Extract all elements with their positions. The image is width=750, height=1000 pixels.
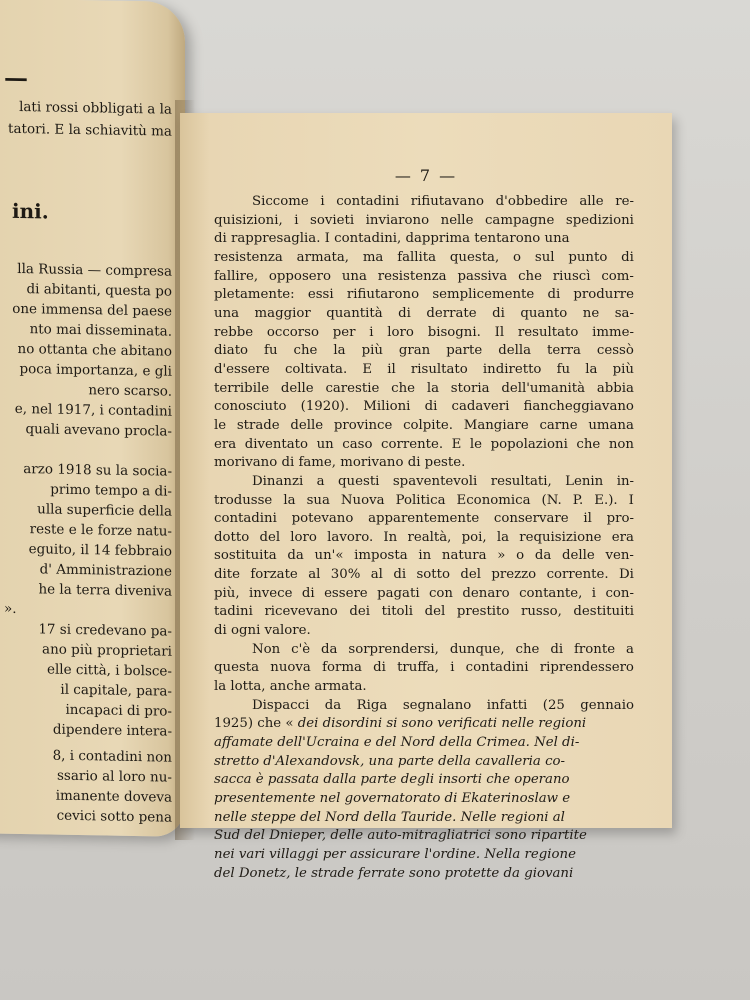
text-line [214, 771, 634, 790]
text-line [214, 790, 634, 809]
text-line [214, 753, 634, 772]
left-page-line: incapaci di pro- [65, 701, 172, 720]
left-page-line: poca importanza, e gli [19, 360, 172, 380]
text-line [214, 715, 634, 734]
italic-segment: presentemente nel governatorato di Ekaterinoslaw e [214, 791, 571, 806]
text-line: diato fu che la più gran parte della terra cessò [214, 343, 634, 359]
left-page-line: 8, i contadini non [52, 747, 172, 766]
left-page-line: nero scarso. [88, 382, 172, 400]
italic-segment: Sud del Dnieper, delle auto-mitragliatrici sono ripartite [214, 828, 587, 844]
left-page-line: ». [4, 600, 17, 617]
text-line: d'essere coltivata. E il risultato indiretto fu la più [214, 361, 634, 377]
text-line: Dinanzi a questi spaventevoli resultati, Lenin in- [252, 473, 634, 489]
text-line: questa nuova forma di truffa, i contadini riprendessero [214, 660, 634, 676]
text-line: resistenza armata, ma fallita questa, o sul punto di [214, 249, 634, 265]
left-page-line: quali avevano procla- [25, 421, 172, 440]
line-text: la lotta, anche armata. [214, 679, 367, 695]
left-page-line: ulla superficie della [37, 501, 172, 520]
text-line: conosciuto (1920). Milioni di cadaveri fiancheggiavano [214, 399, 634, 415]
left-page-line: dipendere intera- [52, 721, 172, 740]
left-page-line: one immensa del paese [12, 300, 172, 320]
italic-segment: nelle steppe del Nord della Tauride. Nelle regioni al [214, 809, 565, 825]
text-line [214, 734, 634, 753]
text-line: una maggior quantità di derrate di quanto ne sa- [214, 305, 634, 321]
left-page-line: imanente doveva [55, 787, 172, 806]
italic-segment: sacca è passata dalla parte degli insorti che operano [214, 772, 570, 788]
italic-segment: del Donetz, le strade ferrate sono protette da giovani [214, 865, 574, 881]
text-line: Dispacci da Riga segnalano infatti (25 gennaio [252, 697, 634, 713]
text-line: sostituita da un'« imposta in natura » o da delle ven- [214, 548, 634, 564]
line-text: di ogni valore. [214, 623, 311, 639]
left-page-line: no ottanta che abitano [17, 340, 172, 360]
text-line: terribile delle carestie che la storia dell'umanità abbia [214, 380, 634, 396]
text-line: fallire, opposero una resistenza passiva che riuscì com- [214, 268, 634, 284]
left-page-line: primo tempo a di- [50, 481, 172, 500]
left-page-line: ano più proprietari [42, 641, 172, 660]
left-page-text [0, 0, 185, 837]
text-line: era diventato un caso corrente. E le popolazioni che non [214, 436, 634, 452]
left-page-line: — [4, 62, 28, 93]
text-line: contadini potevano apparentemente conservare il pro- [214, 511, 634, 527]
left-page-line: il capitale, para- [60, 681, 172, 700]
italic-segment: affamate dell'Ucraina e del Nord della Crimea. Nel di- [214, 735, 580, 751]
text-line [214, 827, 634, 846]
italic-segment: dei disordini si sono verificati nelle regioni [293, 716, 587, 732]
left-page-line: eguito, il 14 febbraio [28, 541, 172, 560]
text-line [214, 230, 634, 249]
left-page [0, 0, 185, 837]
left-page-line: ssario al loro nu- [56, 767, 172, 786]
text-line: le strade delle province colpite. Mangiare carne umana [214, 417, 634, 433]
italic-segment: stretto d'Alexandovsk, una parte della cavalleria co- [214, 753, 566, 769]
left-page-line: elle città, i bolsce- [46, 661, 172, 680]
left-page-line: ini. [12, 198, 49, 224]
text-line: dotto del loro lavoro. In realtà, poi, la requisizione era [214, 529, 634, 545]
left-page-line: reste e le forze natu- [29, 521, 172, 540]
text-line [214, 622, 634, 641]
text-line: rebbe occorso per i loro bisogni. Il resultato imme- [214, 324, 634, 340]
text-line: tadini ricevevano dei titoli del prestito russo, destituiti [214, 604, 634, 620]
text-line [214, 865, 634, 884]
text-line: dite forzate al 30% al di sotto del prezzo corrente. Di [214, 567, 634, 583]
italic-segment: nei vari villaggi per assicurare l'ordine. Nella regione [214, 846, 576, 862]
left-page-line: 17 si credevano pa- [38, 621, 172, 640]
text-line: Non c'è da sorprendersi, dunque, che di fronte a [252, 641, 634, 657]
line-text: di rappresaglia. I contadini, dapprima tentarono una [214, 231, 570, 247]
left-page-line: tatori. E la schiavitù ma [8, 120, 172, 140]
text-line [214, 846, 634, 865]
text-line: più, invece di essere pagati con denaro contante, i con- [214, 585, 634, 601]
left-page-line: cevici sotto pena [56, 807, 172, 826]
right-page [180, 113, 672, 881]
left-page-line: he la terra diveniva [38, 581, 172, 600]
text-line: Siccome i contadini rifiutavano d'obbedire alle re- [252, 194, 634, 209]
left-page-line: nto mai disseminata. [29, 321, 172, 340]
text-line [214, 454, 634, 473]
text-line: quisizioni, i sovieti inviarono nelle campagne spedizioni [214, 212, 634, 228]
left-page-line: arzo 1918 su la socia- [23, 461, 172, 480]
page-number: — 7 — [394, 166, 458, 185]
text-line [214, 678, 634, 697]
text-line: pletamente: essi rifiutarono semplicemente di produrre [214, 287, 634, 303]
page-body-text [214, 193, 634, 883]
left-page-line: lati rossi obbligati a la [19, 98, 172, 118]
left-page-line: di abitanti, questa po [26, 281, 172, 300]
text-line: trodusse la sua Nuova Politica Economica (N. P. E.). I [214, 492, 634, 508]
text-line [214, 809, 634, 828]
roman-segment: 1925) che « [214, 716, 294, 732]
left-page-line: e, nel 1917, i contadini [14, 400, 172, 420]
line-text: morivano di fame, morivano di peste. [214, 455, 466, 471]
left-page-line: lla Russia — compresa [17, 260, 172, 280]
left-page-line: d' Amministrazione [39, 561, 172, 580]
